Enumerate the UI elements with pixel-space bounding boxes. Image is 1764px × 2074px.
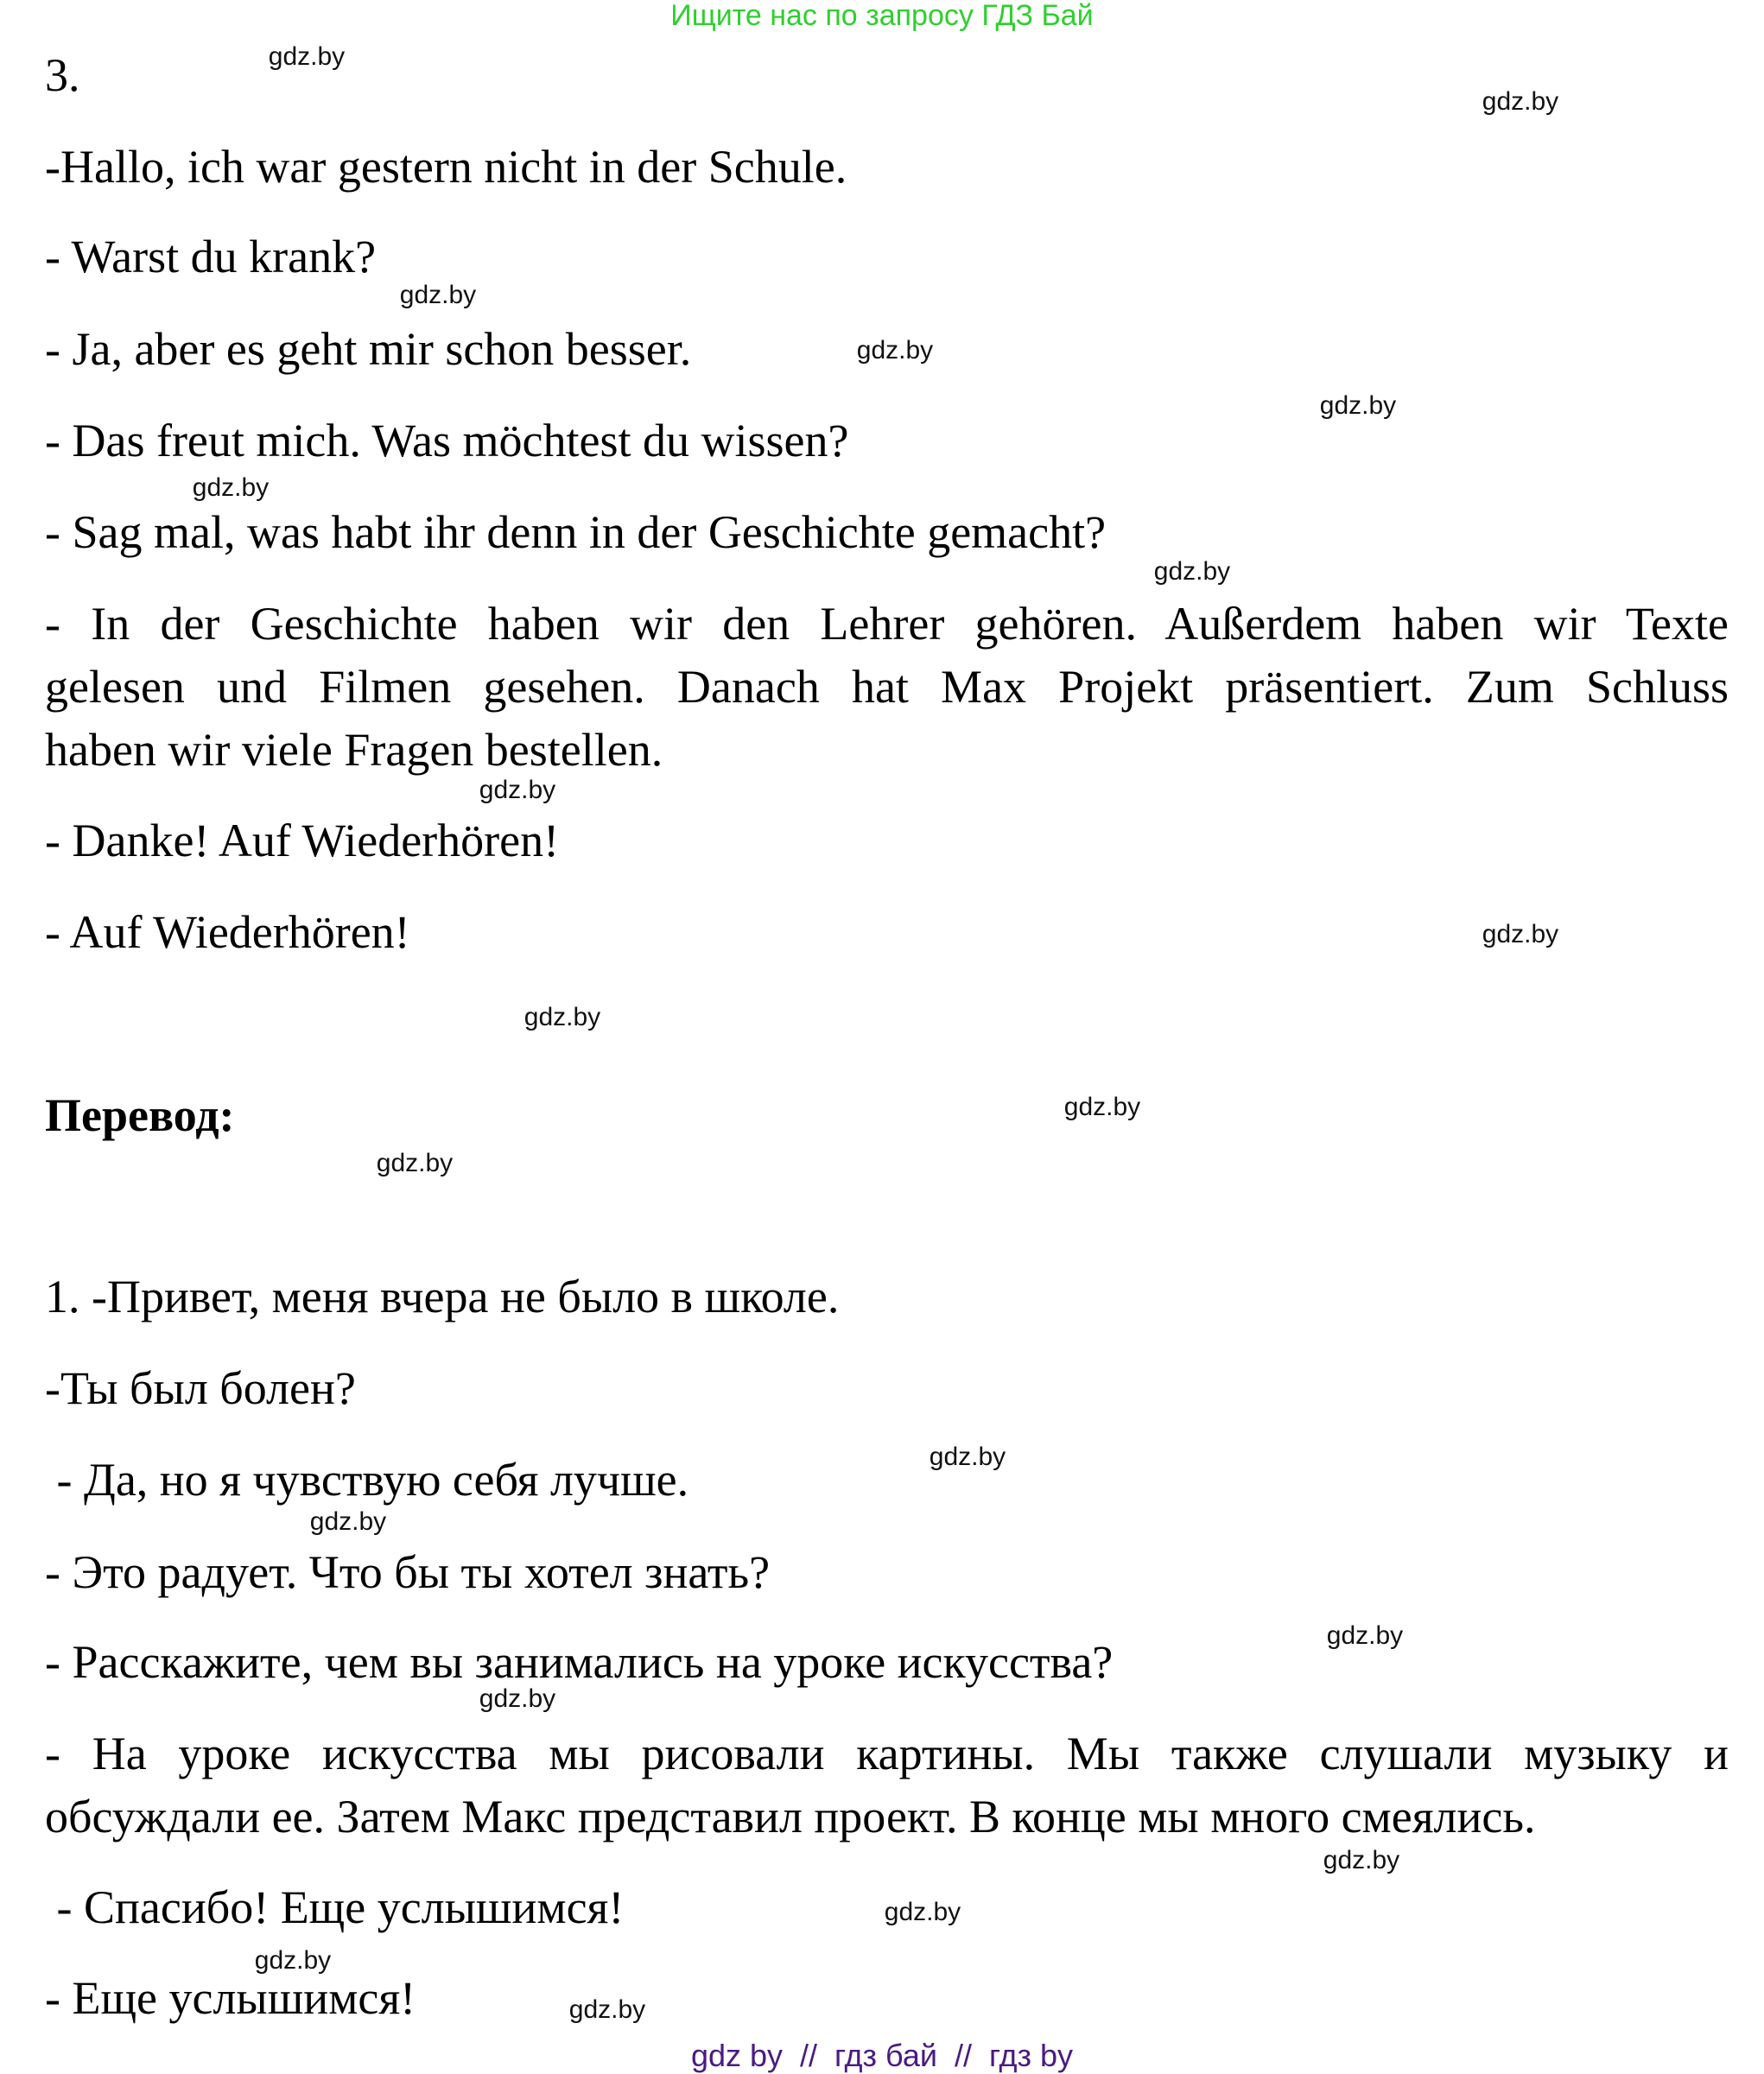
paragraph-line: haben wir viele Fragen bestellen. — [45, 724, 663, 776]
watermark: gdz.by — [856, 336, 934, 365]
german-line: - Warst du krank? — [45, 231, 377, 282]
german-line: - Auf Wiederhören! — [45, 906, 410, 958]
paragraph-line: - In der Geschichte haben wir den Lehrer gehören. Außerdem haben wir Texte — [45, 598, 1729, 650]
russian-line: 1. -Привет, меня вчера не было в школе. — [45, 1271, 840, 1322]
watermark: gdz.by — [1153, 557, 1231, 586]
watermark: gdz.by — [884, 1898, 961, 1926]
watermark: gdz.by — [1063, 1093, 1141, 1121]
russian-line: - Это радует. Что бы ты хотел знать? — [45, 1546, 771, 1598]
watermark: gdz.by — [479, 776, 556, 804]
watermark: gdz.by — [568, 1995, 646, 2024]
watermark: gdz.by — [929, 1443, 1006, 1471]
translation-heading: Перевод: — [45, 1089, 235, 1141]
german-line: - Das freut mich. Was möchtest du wissen? — [45, 415, 849, 466]
german-line: - Ja, aber es geht mir schon besser. — [45, 323, 692, 375]
paragraph-line: gelesen und Filmen gesehen. Danach hat Max Projekt präsentiert. Zum Schluss — [45, 661, 1729, 713]
german-line: - Sag mal, was habt ihr denn in der Geschichte gemacht? — [45, 506, 1107, 558]
russian-paragraph — [45, 1728, 1729, 1854]
watermark: gdz.by — [1482, 87, 1559, 116]
russian-line: - Еще услышимся! — [45, 1972, 416, 2024]
watermark: gdz.by — [268, 42, 346, 71]
watermark: gdz.by — [1326, 1621, 1404, 1650]
russian-line: - Спасибо! Еще услышимся! — [45, 1881, 625, 1933]
watermark: gdz.by — [254, 1946, 332, 1975]
watermark: gdz.by — [309, 1507, 387, 1536]
german-line: - Danke! Auf Wiederhören! — [45, 815, 560, 866]
footer-links: gdz by // гдз бай // гдз by — [690, 2038, 1074, 2073]
search-hint-header: Ищите нас по запросу ГДЗ Бай — [670, 0, 1094, 32]
watermark: gdz.by — [192, 473, 270, 502]
watermark: gdz.by — [1323, 1846, 1400, 1874]
german-line: -Hallo, ich war gestern nicht in der Schule. — [45, 141, 847, 193]
german-paragraph — [45, 598, 1729, 787]
paragraph-line: обсуждали ее. Затем Макс представил проект. В конце мы много смеялись. — [45, 1791, 1536, 1842]
watermark: gdz.by — [523, 1003, 601, 1031]
paragraph-line: - На уроке искусства мы рисовали картины. Мы также слушали музыку и — [45, 1728, 1729, 1779]
watermark: gdz.by — [1319, 391, 1397, 420]
russian-line: - Расскажите, чем вы занимались на уроке искусства? — [45, 1636, 1114, 1688]
watermark: gdz.by — [479, 1684, 556, 1713]
russian-line: - Да, но я чувствую себя лучше. — [45, 1454, 689, 1506]
russian-line: -Ты был болен? — [45, 1362, 356, 1414]
task-number: 3. — [45, 49, 80, 101]
watermark: gdz.by — [376, 1149, 454, 1177]
watermark: gdz.by — [399, 281, 477, 309]
watermark: gdz.by — [1482, 920, 1559, 948]
